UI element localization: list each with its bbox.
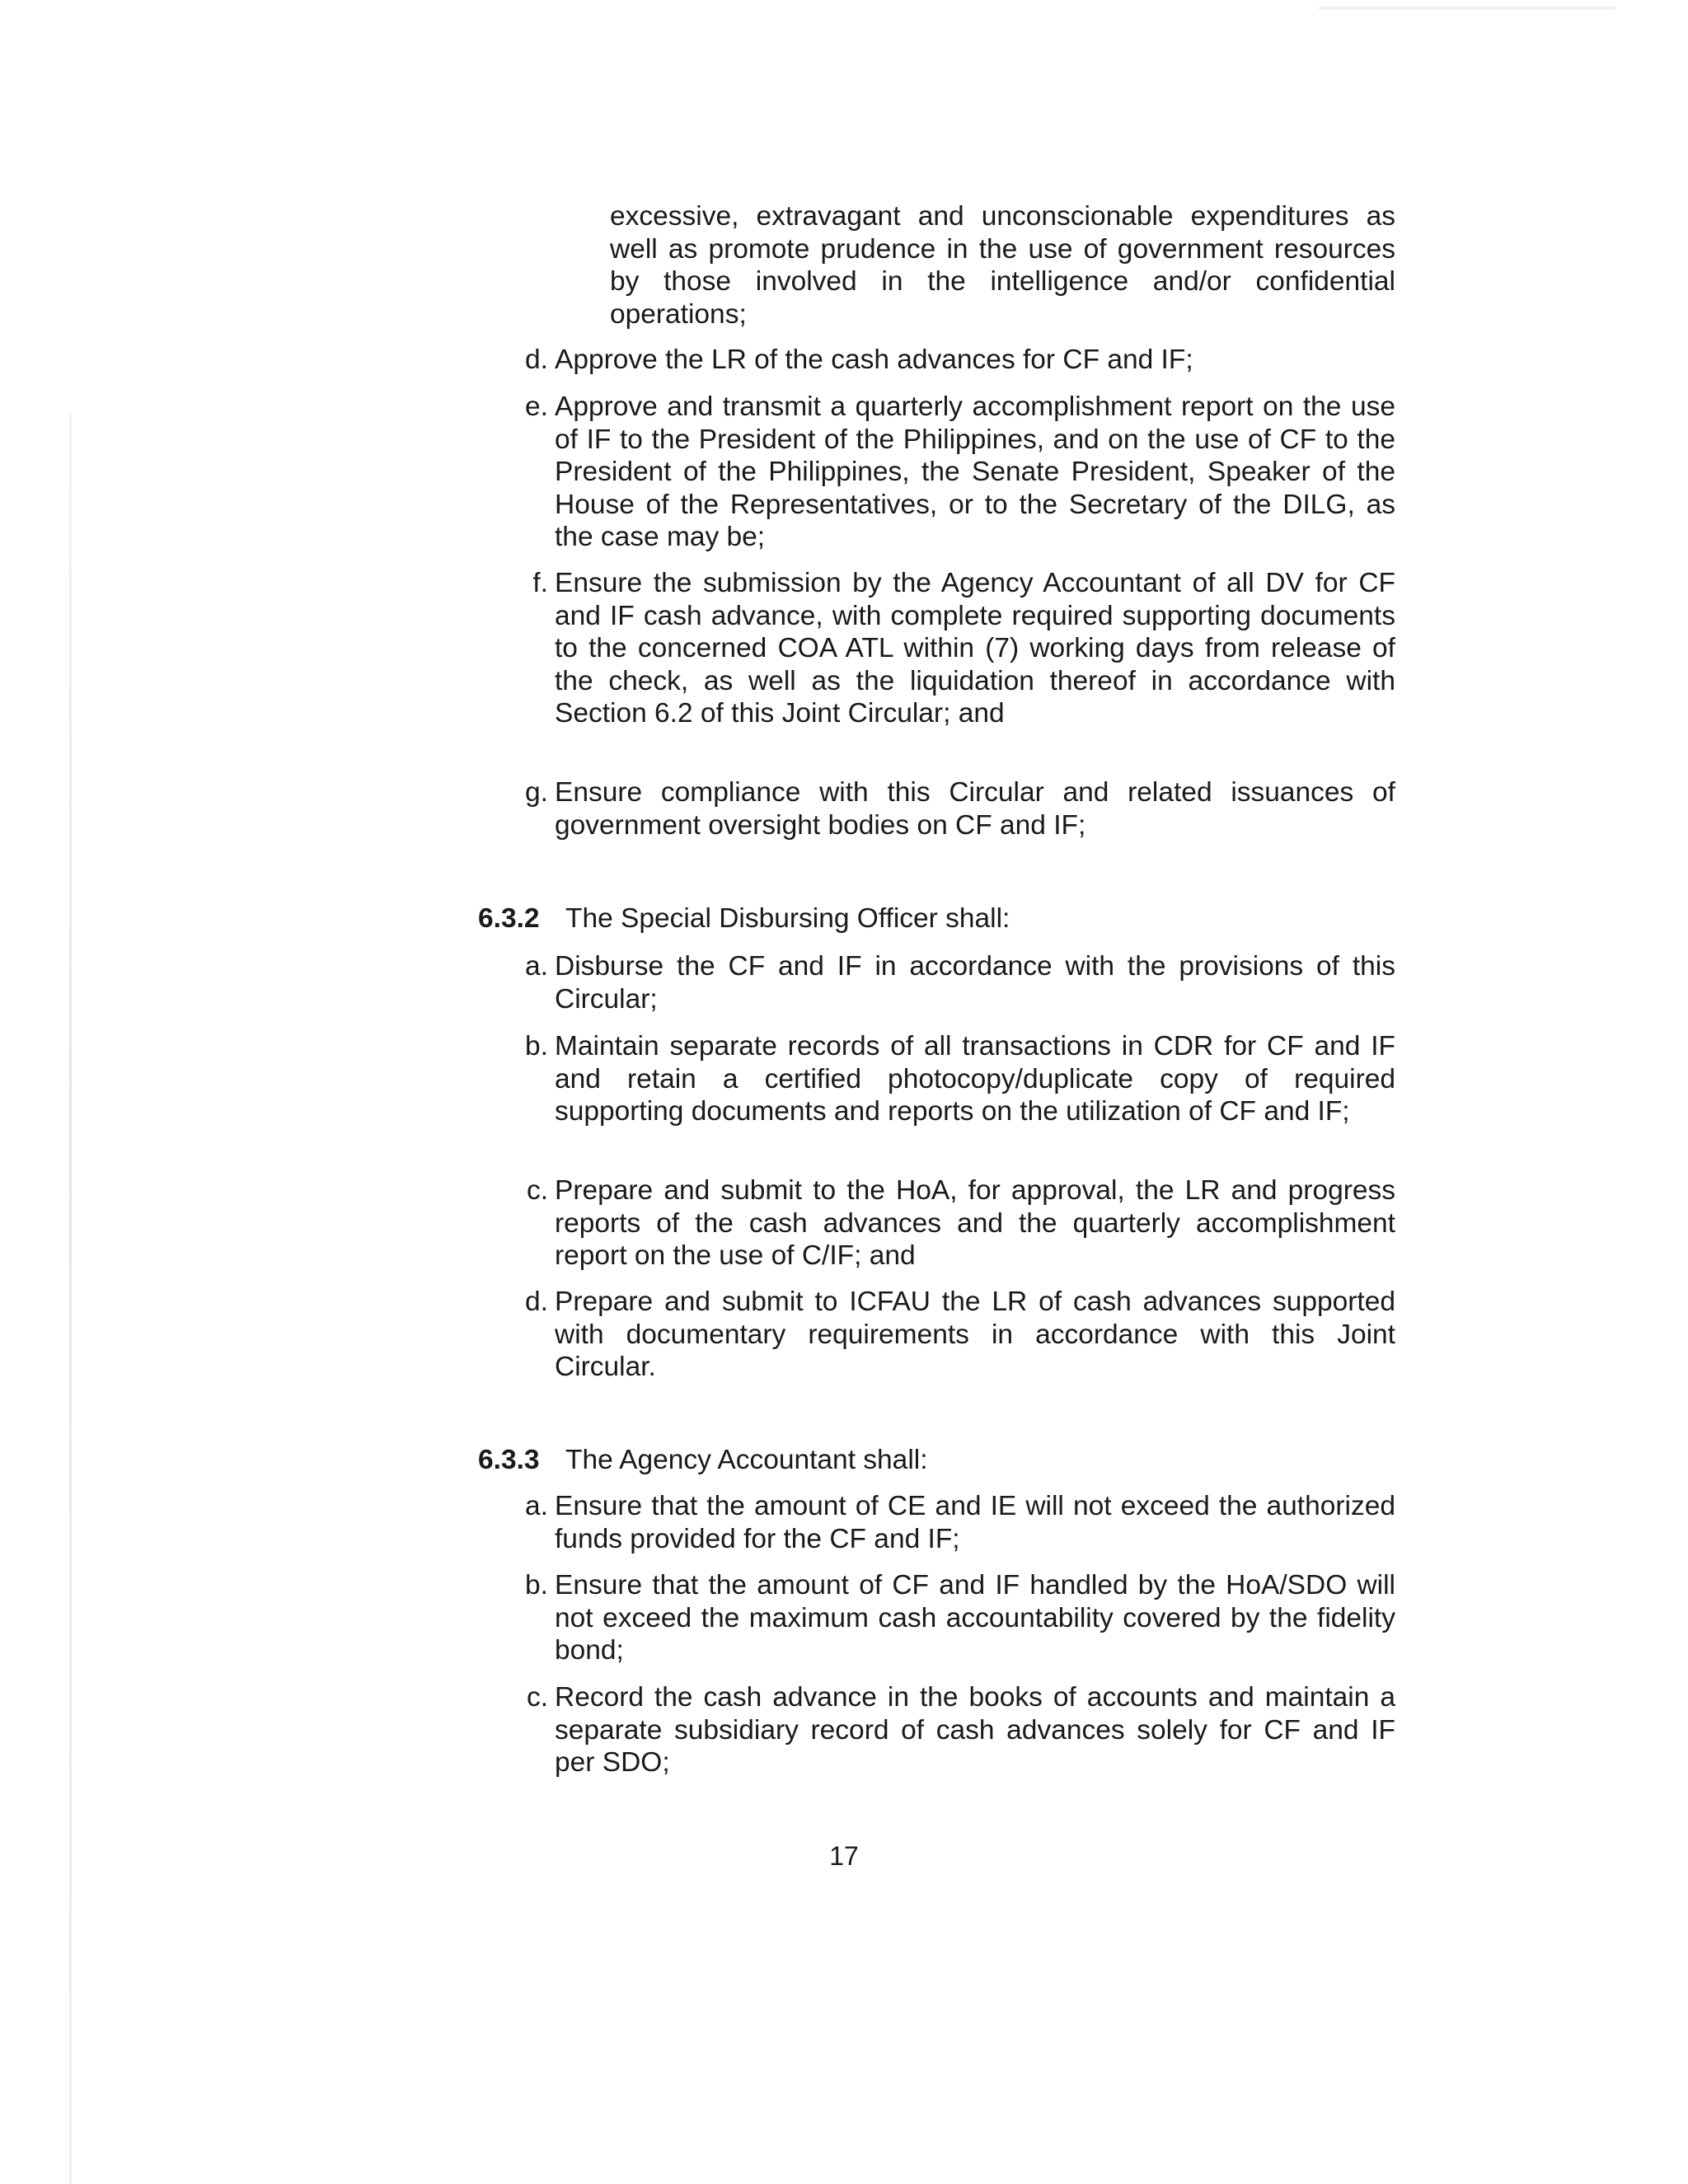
section-number: 6.3.3 xyxy=(478,1445,540,1475)
list-marker: d. xyxy=(525,344,548,375)
list-item xyxy=(525,1490,1395,1555)
list-marker: b. xyxy=(525,1031,548,1062)
list-item-text: Disburse the CF and IF in accordance with the provisions of this Circular; xyxy=(555,951,1395,1015)
list-item xyxy=(525,1286,1395,1384)
section-heading xyxy=(478,1444,928,1477)
list-item xyxy=(525,1569,1395,1667)
section-number: 6.3.2 xyxy=(478,903,540,934)
section-title: The Agency Accountant shall: xyxy=(565,1445,928,1475)
list-item xyxy=(525,344,1395,377)
page-number: 17 xyxy=(829,1841,859,1871)
list-item-text: Approve and transmit a quarterly accomplishment report on the use of IF to the President of the Philippines, and on the use of CF to the President of the Philippines, the Senate President, Speaker of the House of the Representatives, or to the Secretary of the DILG, as the case may be; xyxy=(555,391,1395,552)
list-item-text: Ensure that the amount of CE and IE will not exceed the authorized funds provided for the CF and IF; xyxy=(555,1491,1395,1554)
list-item-text: Maintain separate records of all transactions in CDR for CF and IF and retain a certified photocopy/duplicate copy of required supporting documents and reports on the utilization of CF and IF; xyxy=(555,1031,1395,1127)
list-marker: d. xyxy=(525,1286,548,1317)
section-heading xyxy=(478,902,1010,935)
list-marker: a. xyxy=(525,1491,548,1521)
list-item-text: Ensure compliance with this Circular and related issuances of government oversight bodies on CF and IF; xyxy=(555,777,1395,841)
list-marker: b. xyxy=(525,1570,548,1601)
list-marker: c. xyxy=(526,1175,548,1206)
list-item xyxy=(525,391,1395,554)
list-item-text: Approve the LR of the cash advances for CF and IF; xyxy=(555,344,1193,375)
list-marker: e. xyxy=(525,391,548,422)
list-item-text: Ensure that the amount of CF and IF handled by the HoA/SDO will not exceed the maximum cash accountability covered by the fidelity bond; xyxy=(555,1570,1395,1666)
list-item-text: Record the cash advance in the books of accounts and maintain a separate subsidiary record of cash advances solely for CF and IF per SDO; xyxy=(555,1682,1395,1778)
list-marker: c. xyxy=(526,1682,548,1713)
list-item xyxy=(525,1030,1395,1128)
list-item-text: Ensure the submission by the Agency Accountant of all DV for CF and IF cash advance, with complete required supporting documents to the concerned COA ATL within (7) working days from release of the check, as well as the liquidation thereof in accordance with Section 6.2 of this Joint Circular; and xyxy=(555,568,1395,729)
list-item-text: Prepare and submit to the HoA, for approval, the LR and progress reports of the cash advances and the quarterly accomplishment report on the use of C/IF; and xyxy=(555,1175,1395,1271)
list-item-text: Prepare and submit to ICFAU the LR of cash advances supported with documentary requirements in accordance with this Joint Circular. xyxy=(555,1286,1395,1382)
section-title: The Special Disbursing Officer shall: xyxy=(565,903,1010,934)
list-marker: g. xyxy=(525,777,548,808)
list-marker: f. xyxy=(532,568,548,598)
list-item xyxy=(525,950,1395,1015)
list-marker: a. xyxy=(525,951,548,982)
list-item xyxy=(526,1174,1395,1272)
continuation-paragraph: excessive, extravagant and unconscionable expenditures as well as promote prudence in the use of government resources by those involved in the intelligence and/or confidential operations; xyxy=(610,201,1395,330)
list-item xyxy=(525,776,1395,841)
list-item xyxy=(532,567,1395,730)
list-item xyxy=(526,1681,1395,1779)
